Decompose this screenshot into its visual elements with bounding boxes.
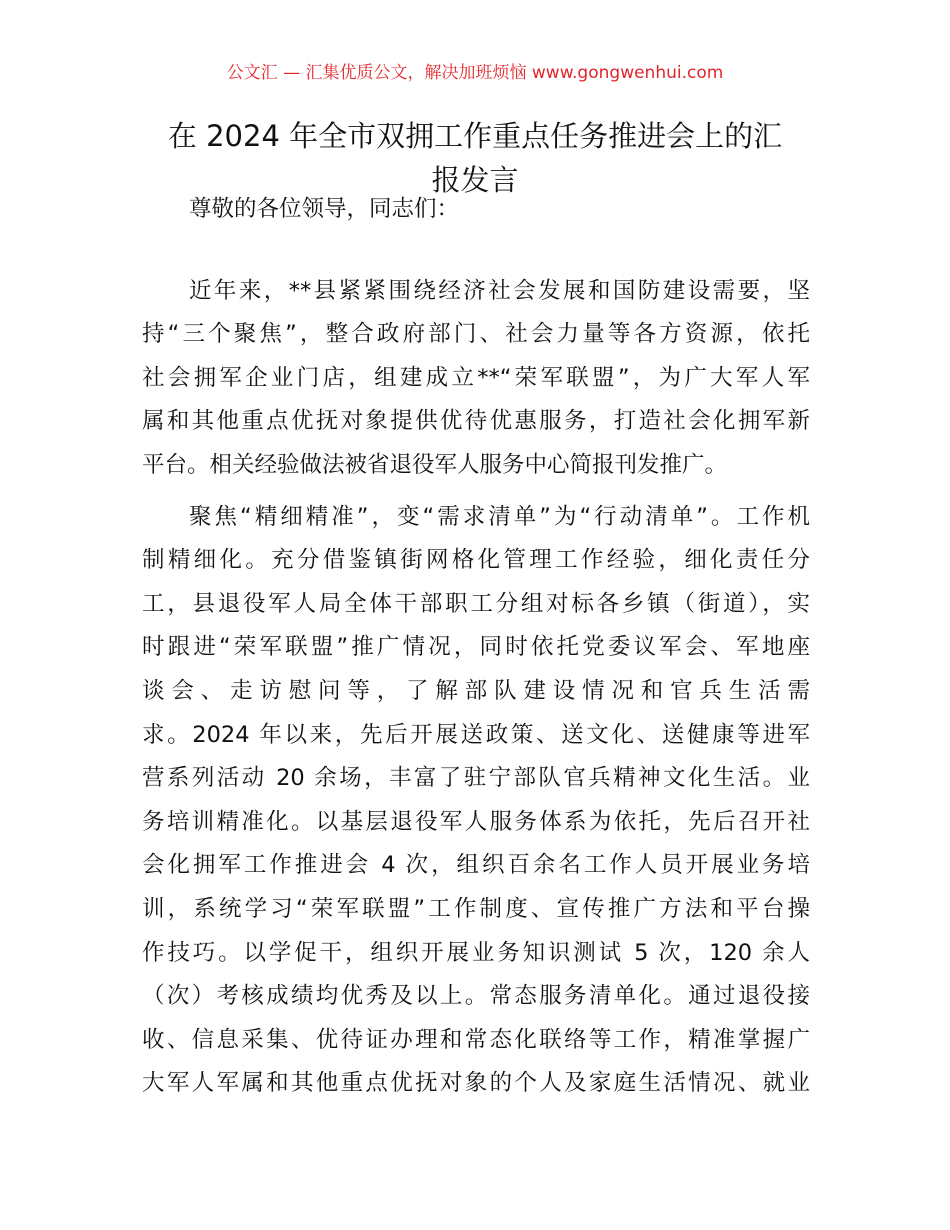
paragraph-line: 近年来，**县紧紧围绕经济社会发展和国防建设需要，坚 [189,277,810,304]
paragraph-line: 训，系统学习“荣军联盟”工作制度、宣传推广方法和平台操 [142,895,810,922]
document-body [142,188,810,1114]
paragraph-line: 作技巧。以学促干，组织开展业务知识测试 5 次，120 余人 [142,939,810,966]
paragraph [142,496,810,1106]
paragraph-line: 聚焦“精细精准”，变“需求清单”为“行动清单”。工作机 [189,503,810,530]
paragraph-line: 社会拥军企业门店，组建成立**“荣军联盟”，为广大军人军 [142,364,810,391]
paragraph-line: 属和其他重点优抚对象提供优待优惠服务，打造社会化拥军新 [142,408,810,435]
paragraph-line: 求。2024 年以来，先后开展送政策、送文化、送健康等进军 [142,721,810,748]
paragraph-line: 会化拥军工作推进会 4 次，组织百余名工作人员开展业务培 [142,852,810,879]
paragraph-line: （次）考核成绩均优秀及以上。常态服务清单化。通过退役接 [142,983,810,1010]
paragraph-line: 工，县退役军人局全体干部职工分组对标各乡镇（街道），实 [142,590,810,617]
watermark-header: 公文汇 — 汇集优质公文，解决加班烦恼 www.gongwenhui.com [226,63,724,83]
paragraph-line: 收、信息采集、优待证办理和常态化联络等工作，精准掌握广 [142,1026,810,1053]
greeting: 尊敬的各位领导，同志们： [189,196,460,222]
title-line: 报发言 [431,163,519,197]
title-line: 在 2024 年全市双拥工作重点任务推进会上的汇 [167,119,783,153]
paragraph-line: 大军人军属和其他重点优抚对象的个人及家庭生活情况、就业 [142,1070,810,1097]
paragraph-line: 持“三个聚焦”，整合政府部门、社会力量等各方资源，依托 [142,321,810,348]
paragraph [142,270,810,488]
paragraph-line: 制精细化。充分借鉴镇街网格化管理工作经验，细化责任分 [142,547,810,574]
paragraph-line: 平台。相关经验做法被省退役军人服务中心简报刊发推广。 [142,451,728,478]
paragraph-line: 时跟进“荣军联盟”推广情况，同时依托党委议军会、军地座 [142,634,810,661]
paragraph-line: 谈会、走访慰问等，了解部队建设情况和官兵生活需 [142,677,810,704]
paragraph-line: 营系列活动 20 余场，丰富了驻宁部队官兵精神文化生活。业 [142,765,810,792]
paragraph-line: 务培训精准化。以基层退役军人服务体系为依托，先后召开社 [142,808,810,835]
